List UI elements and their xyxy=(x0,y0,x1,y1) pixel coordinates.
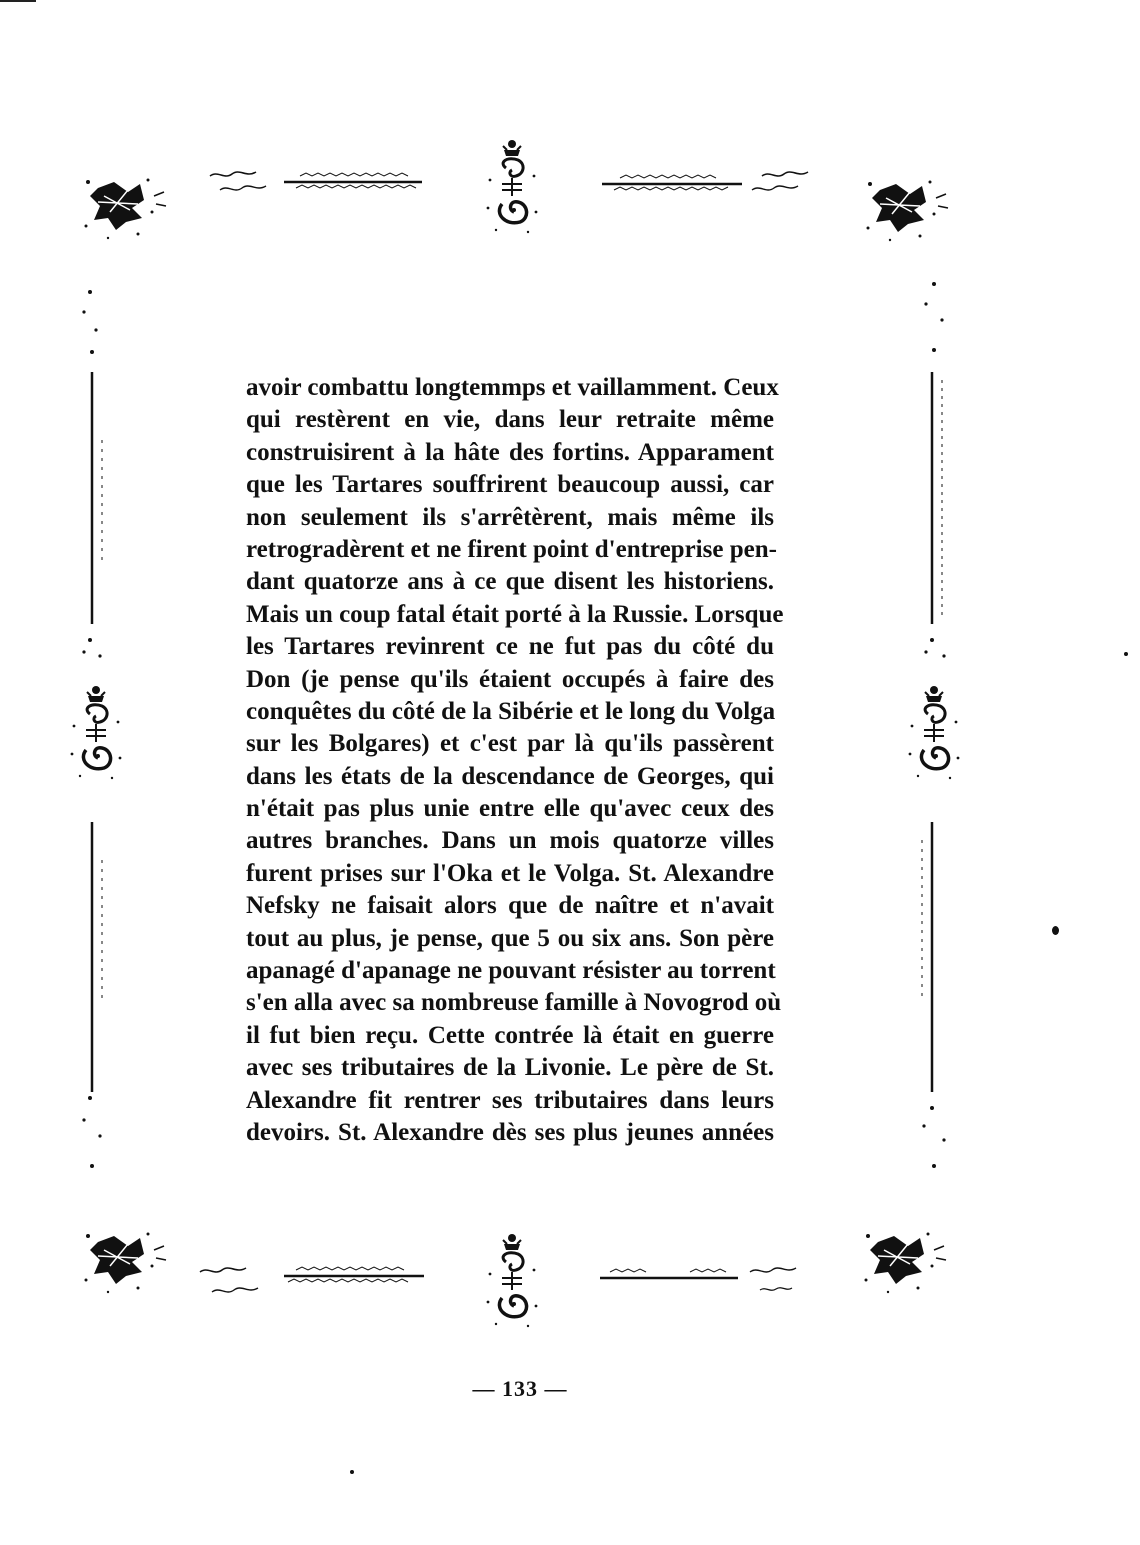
text-line: retrogradèrent et ne firent point d'entreprise pen- xyxy=(246,535,777,563)
text-line: apanagé d'apanage ne pouvant résister au torrent xyxy=(246,957,776,985)
text-line: sur les Bolgares) et c'est par là qu'ils passèrent xyxy=(246,730,774,758)
text-line: dant quatorze ans à ce que disent les historiens. xyxy=(246,568,774,596)
top-left-corner-ornament xyxy=(85,179,167,240)
left-side-monogram xyxy=(71,686,122,779)
text-line: avoir combattu longtemmps et vaillamment. Ceux xyxy=(246,374,779,401)
text-line: dans les états de la descendance de Georges, qui xyxy=(246,762,774,790)
right-side-monogram xyxy=(909,686,960,779)
text-line: non seulement ils s'arrêtèrent, mais même ils xyxy=(246,503,774,531)
text-line: Mais un coup fatal était porté à la Russie. Lorsque xyxy=(246,600,784,628)
text-line: furent prises sur l'Oka et le Volga. St. Alexandre xyxy=(246,859,774,887)
text-line: Don (je pense qu'ils étaient occupés à faire des xyxy=(246,665,774,693)
text-line: n'était pas plus unie entre elle qu'avec ceux des xyxy=(246,795,774,823)
text-line: les Tartares revinrent ce ne fut pas du côté du xyxy=(246,633,774,661)
text-line: tout au plus, je pense, que 5 ou six ans. Son père xyxy=(246,924,774,952)
text-line: Nefsky ne faisait alors que de naître et n'avait xyxy=(246,892,774,920)
ink-speck xyxy=(1052,926,1059,935)
page-number: — 133 — xyxy=(472,1376,568,1401)
body-text xyxy=(246,372,784,1149)
text-line: construisirent à la hâte des fortins. Apparament xyxy=(246,438,774,466)
bottom-left-corner-ornament xyxy=(85,1233,167,1294)
text-line: autres branches. Dans un mois quatorze villes xyxy=(246,827,774,855)
top-right-corner-ornament xyxy=(867,181,949,242)
text-line: que les Tartares souffrirent beaucoup aussi, car xyxy=(246,471,774,499)
text-line: conquêtes du côté de la Sibérie et le long du Volga xyxy=(246,697,776,725)
bottom-center-monogram xyxy=(487,1234,538,1327)
text-line: qui restèrent en vie, dans leur retraite même xyxy=(246,406,774,434)
text-line: Alexandre fit rentrer ses tributaires dans leurs xyxy=(246,1086,774,1114)
text-line: devoirs. St. Alexandre dès ses plus jeunes années xyxy=(246,1118,774,1146)
text-line: avec ses tributaires de la Livonie. Le père de St. xyxy=(246,1054,774,1082)
bottom-right-corner-ornament xyxy=(865,1233,947,1294)
text-line: il fut bien reçu. Cette contrée là était en guerre xyxy=(246,1021,774,1049)
top-center-monogram xyxy=(487,140,538,233)
ink-speck xyxy=(1124,652,1128,656)
text-line: s'en alla avec sa nombreuse famille à Novogrod où xyxy=(246,989,782,1017)
ink-speck xyxy=(350,1470,354,1474)
